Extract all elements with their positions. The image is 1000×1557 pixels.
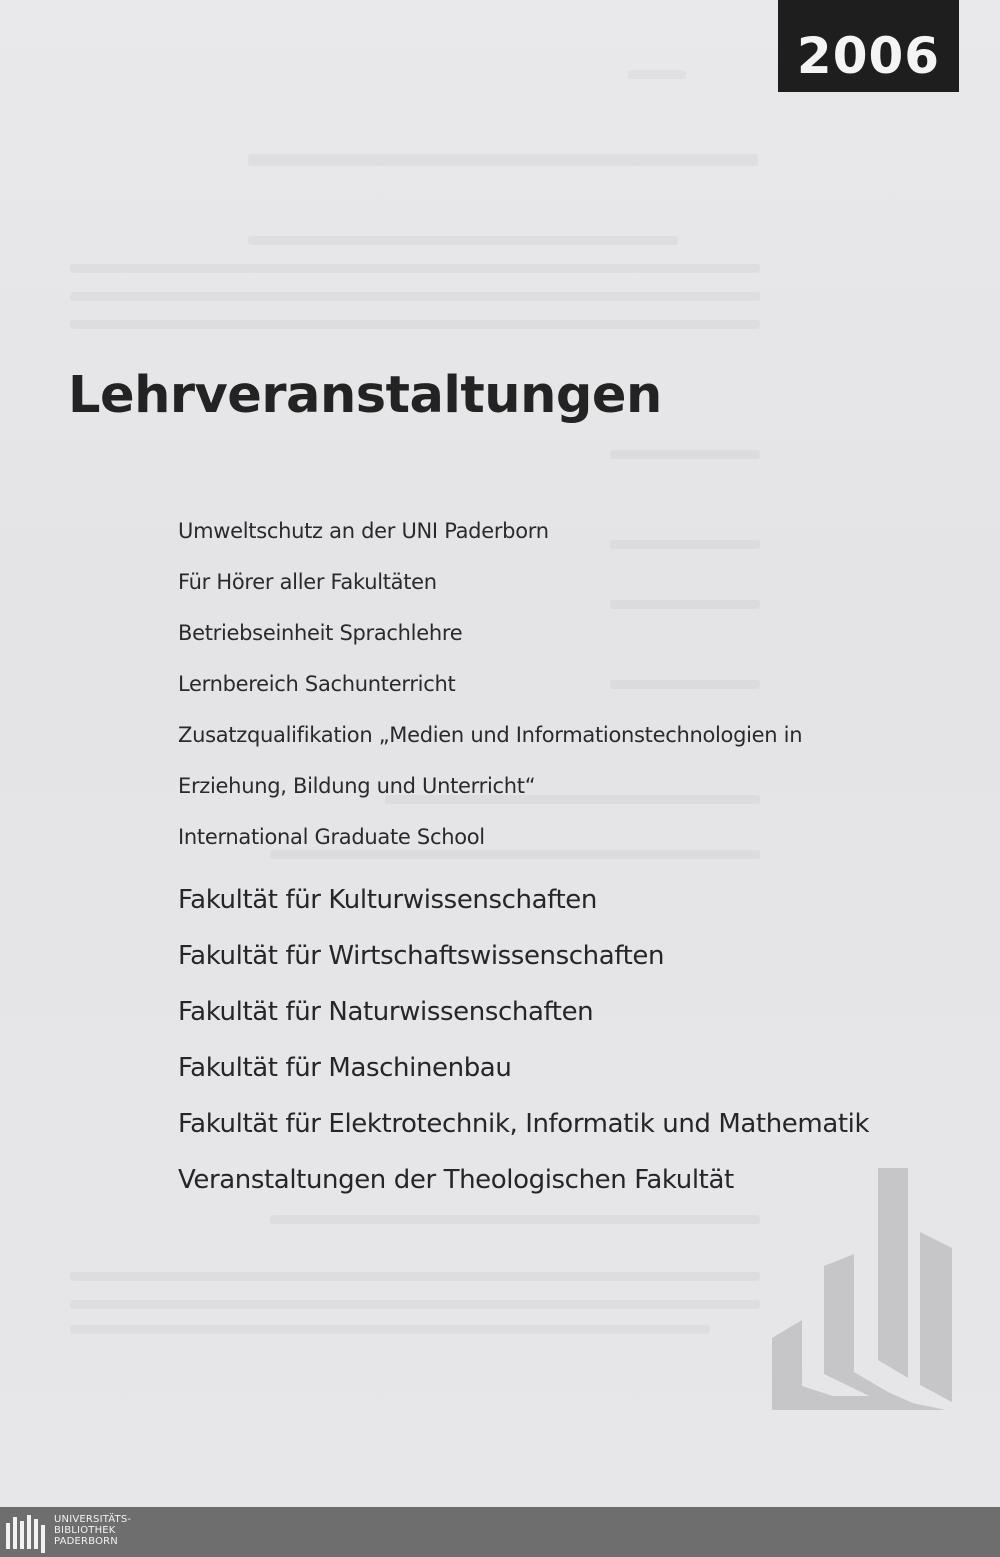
library-logo-icon [4,1513,48,1553]
library-name-line: BIBLIOTHEK [54,1525,116,1536]
bleed-through-line [610,450,760,459]
bleed-through-line [270,1215,760,1224]
bleed-through-line [70,1300,760,1309]
page-number-smudge [912,1457,942,1471]
bleed-through-line [70,320,760,329]
faculty-item: Veranstaltungen der Theologischen Fakultät [178,1165,734,1195]
university-logo-icon [768,1160,958,1415]
program-list [178,506,802,863]
faculty-item: Fakultät für Kulturwissenschaften [178,885,597,915]
faculty-list [178,872,869,1208]
library-name [54,1514,131,1547]
list-item: Für Hörer aller Fakultäten [178,570,437,594]
faculty-item: Fakultät für Elektrotechnik, Informatik und Mathematik [178,1109,870,1139]
list-item: Zusatzqualifikation „Medien und Informationstechnologien in [178,723,803,747]
library-footer [0,1507,1000,1557]
bleed-through-line [70,1325,710,1334]
library-name-line: UNIVERSITÄTS- [54,1514,132,1525]
bleed-through-line [70,1272,760,1281]
library-name-line: PADERBORN [54,1536,118,1547]
page-title: Lehrveranstaltungen [68,366,662,425]
bleed-through-line [628,70,686,79]
faculty-item: Fakultät für Maschinenbau [178,1053,512,1083]
faculty-item: Fakultät für Wirtschaftswissenschaften [178,941,665,971]
list-item: Umweltschutz an der UNI Paderborn [178,519,549,543]
list-item: Erziehung, Bildung und Unterricht“ [178,774,536,798]
faculty-item: Fakultät für Naturwissenschaften [178,997,594,1027]
list-item: Lernbereich Sachunterricht [178,672,456,696]
list-item: Betriebseinheit Sprachlehre [178,621,463,645]
list-item: International Graduate School [178,825,485,849]
bleed-through-line [70,264,760,273]
bleed-through-line [70,292,760,301]
bleed-through-line [248,154,758,166]
bleed-through-line [248,236,678,245]
year-badge: 2006 [778,0,959,92]
